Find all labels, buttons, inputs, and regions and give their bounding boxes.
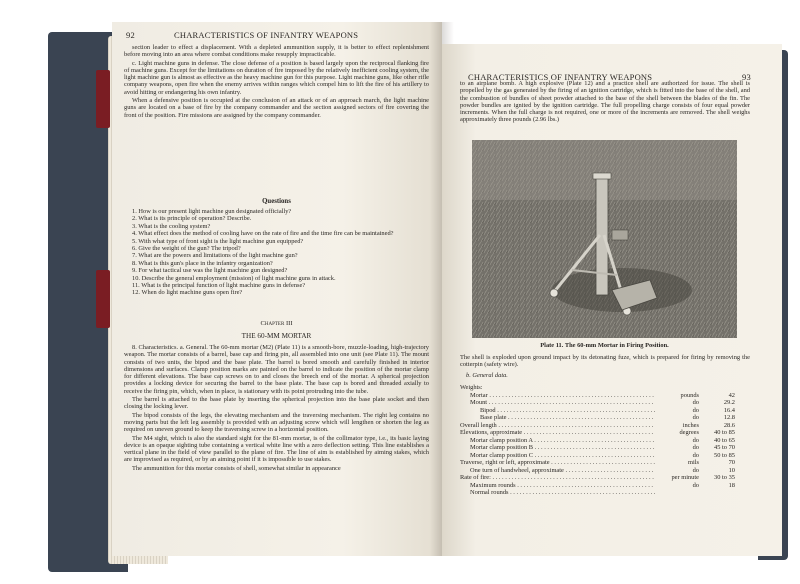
general-data-heading: b. General data. [466, 372, 508, 379]
data-value [699, 489, 735, 497]
data-unit: degrees [679, 429, 699, 436]
paragraph: When a defensive position is occupied at the conclusion of an attack or of an approach march, the light machine guns are located on a base of fire by the company commander and the section assigned sectors of fire covering the front of the position. Fire missions are assigned by the company commander. [124, 97, 429, 119]
data-row [460, 452, 735, 460]
data-unit: do [692, 436, 699, 444]
data-unit: pounds [680, 391, 699, 399]
left-intro-text [124, 44, 429, 120]
data-label: One turn of handwheel, approximate . . . [460, 467, 655, 475]
data-value: 40 to 65 [714, 436, 735, 444]
question-item: 1. How is our present light machine gun designated officially? [132, 208, 292, 215]
left-running-head: CHARACTERISTICS OF INFANTRY WEAPONS [174, 30, 359, 40]
data-row [460, 392, 735, 400]
data-unit: mils [687, 459, 699, 466]
data-row [460, 429, 735, 437]
question-item: 4. What effect does the method of cooling have on the rate of fire and the time fire can be maintained? [132, 230, 394, 238]
data-label: Mortar . . . [460, 392, 655, 400]
data-unit: do [692, 406, 699, 414]
data-value [699, 384, 735, 392]
right-after-text: The shell is exploded upon ground impact by its detonating fuze, which is prepared for firing by removing the cotterpin (safety wire). [460, 354, 750, 369]
data-value: 30 to 35 [714, 474, 735, 481]
chapter-body-text [124, 344, 429, 473]
data-label: Base plate . . . [460, 414, 655, 422]
data-unit [655, 489, 699, 497]
right-top-text: to an airplane bomb. A high explosive (Plate 12) and a practice shell are authorized for issue. The shell is propelled by the gas generated by the firing of an ignition cartridge, which is fitted into the base of the shell, and the combustion of bundles of sheet powder attached to the base of the shell between the blades of the fin. The powder bundles are ignited by the ignition cartridge. The full propelling charge consists of four equal powder increments. When the full charge is not required, one or more of the increments are removed. The shell weighs approximately three pounds (2.96 lbs.) [460, 80, 750, 124]
question-item: 9. For what tactical use was the light machine gun designed? [132, 267, 288, 275]
question-item: 3. What is the cooling system? [132, 222, 211, 230]
data-unit: per minute [671, 474, 699, 481]
paragraph: The barrel is attached to the base plate by inserting the spherical projection into the base plate socket and then closing the locking lever. [124, 396, 429, 411]
mortar-photo [472, 140, 737, 338]
data-row [460, 489, 735, 497]
data-value: 40 to 85 [714, 429, 735, 436]
data-unit: do [692, 466, 699, 474]
data-unit: inches [682, 421, 699, 429]
data-value: 70 [728, 459, 735, 466]
data-row [460, 482, 735, 490]
paragraph: section leader to effect a displacement. With a depleted ammunition supply, it is better to effect replenishment before moving into an area where combat conditions make resupply impracticable. [124, 44, 429, 59]
paragraph: The ammunition for this mortar consists of shell, somewhat similar in appearance [132, 464, 341, 472]
data-unit: do [692, 399, 699, 406]
paragraph: The bipod consists of the legs, the elevating mechanism and the traversing mechanism. The right leg contains no moving parts but the left leg assembly is provided with an adjusting screw which will lengthen or shorten the leg as required on uneven ground to keep the traversing screw in a horizontal position. [124, 411, 429, 434]
data-row [460, 444, 735, 452]
data-label: Traverse, right or left, approximate . . . [460, 459, 655, 467]
question-item: 5. With what type of front sight is the light machine gun equipped? [132, 237, 304, 245]
bookmark-tab-top[interactable] [96, 70, 110, 128]
data-row [460, 399, 735, 407]
plate-caption: Plate 11. The 60-mm Mortar in Firing Position. [540, 342, 669, 349]
data-label: Rate of fire: . . . [460, 474, 655, 482]
data-row [460, 414, 735, 422]
data-label: Mortar clamp position A . . . [460, 437, 655, 445]
right-running-head: CHARACTERISTICS OF INFANTRY WEAPONS [468, 72, 653, 82]
data-unit: do [692, 414, 699, 421]
data-value: 29.2 [723, 399, 735, 406]
data-value: 42 [728, 391, 735, 399]
data-label: Mortar clamp position B . . . [460, 444, 655, 452]
questions-list [124, 208, 429, 297]
data-value: 50 to 85 [714, 451, 735, 459]
data-row [460, 407, 735, 415]
question-item: 6. Give the weight of the gun? The tripod? [132, 245, 241, 253]
question-item: 12. When do light machine guns open fire? [132, 289, 243, 297]
data-row [460, 437, 735, 445]
general-data-table [460, 384, 735, 497]
paragraph: The M4 sight, which is also the standard sight for the 81-mm mortar, is of the collimator type, i.e., its basic laying device is an opaque sighting tube containing a vertical white line with a zero deflection setting. This line establishes a vertical plane in the field of view parallel to the plane of fire. The line of aim is established by aiming stakes, which are improvised as required, or by an aiming point if it is impossible to use stakes. [124, 434, 429, 464]
question-item: 7. What are the powers and limitations of the light machine gun? [132, 252, 298, 260]
questions-heading: Questions [262, 198, 291, 205]
question-item: 2. What is its principle of operation? Describe. [132, 215, 252, 223]
data-label: Maximum rounds . . . [460, 482, 655, 490]
data-label: Mortar clamp position C . . . [460, 452, 655, 460]
data-unit: do [692, 444, 699, 451]
data-row [460, 459, 735, 467]
data-label: Weights: [460, 384, 483, 391]
left-page-number: 92 [126, 30, 135, 40]
data-label: Mount . . . [460, 399, 655, 407]
data-value: 45 to 70 [714, 444, 735, 451]
data-value: 12.8 [723, 414, 735, 421]
data-row [460, 422, 735, 430]
data-row [460, 384, 735, 392]
data-label: Overall length . . . [460, 422, 655, 430]
data-label: Bipod . . . [460, 407, 655, 415]
question-item: 8. What is this gun's place in the infantry organization? [132, 259, 273, 267]
data-value: 28.6 [723, 421, 735, 429]
left-page [112, 22, 442, 556]
question-item: 10. Describe the general employment (mission) of light machine guns in attack. [132, 274, 336, 282]
right-page-number: 93 [742, 72, 751, 82]
paragraph: c. Light machine guns in defense. The close defense of a position is based largely upon the reciprocal flanking fire of machine guns. Except for the limitations on duration of fire imposed by the relatively inefficient cooling system, the light machine gun is almost as effective as the heavy machine gun for this purpose. Light machine guns, like other rifle company weapons, open fire when the enemy arrives within ranges which compel him to lift the fire of his artillery to avoid hitting or endangering his own infantry. [124, 59, 429, 96]
chapter-title: THE 60-MM MORTAR [241, 332, 312, 340]
data-unit: do [692, 481, 699, 489]
data-label: Elevations, approximate . . . [460, 429, 655, 437]
data-label: Normal rounds . . . [460, 489, 655, 497]
data-unit: do [692, 451, 699, 459]
chapter-label: Chapter III [260, 320, 293, 327]
question-item: 11. What is the principal function of light machine guns in defense? [132, 282, 306, 290]
data-value: 18 [728, 481, 735, 489]
bookmark-tab-bottom[interactable] [96, 270, 110, 328]
right-page [442, 44, 782, 556]
data-value: 16.4 [723, 406, 735, 414]
data-value: 10 [728, 466, 735, 474]
data-row [460, 467, 735, 475]
data-row [460, 474, 735, 482]
data-unit [655, 384, 699, 392]
paragraph: 8. Characteristics. a. General. The 60-mm mortar (M2) (Plate 11) is a smooth-bore, muzzle-loading, high-trajectory weapon. The mortar consists of a barrel, base cap and firing pin, all assembled into one unit (see Plate 11). The mount consists of two units, the bipod and the base plate. The barrel is bored smooth and carefully finished in interior dimensions and surfaces. Clamp position marks are painted on the barrel to indicate the position of the mortar clamp for different elevations. The base cap screws on to and closes the breech end of the mortar. A spherical projection provides a locking device for securing the barrel to the base plate. The base cap is bored and threaded axially to receive the firing pin, which, when in place, is stationary with its point protruding into the tube. [124, 344, 429, 395]
